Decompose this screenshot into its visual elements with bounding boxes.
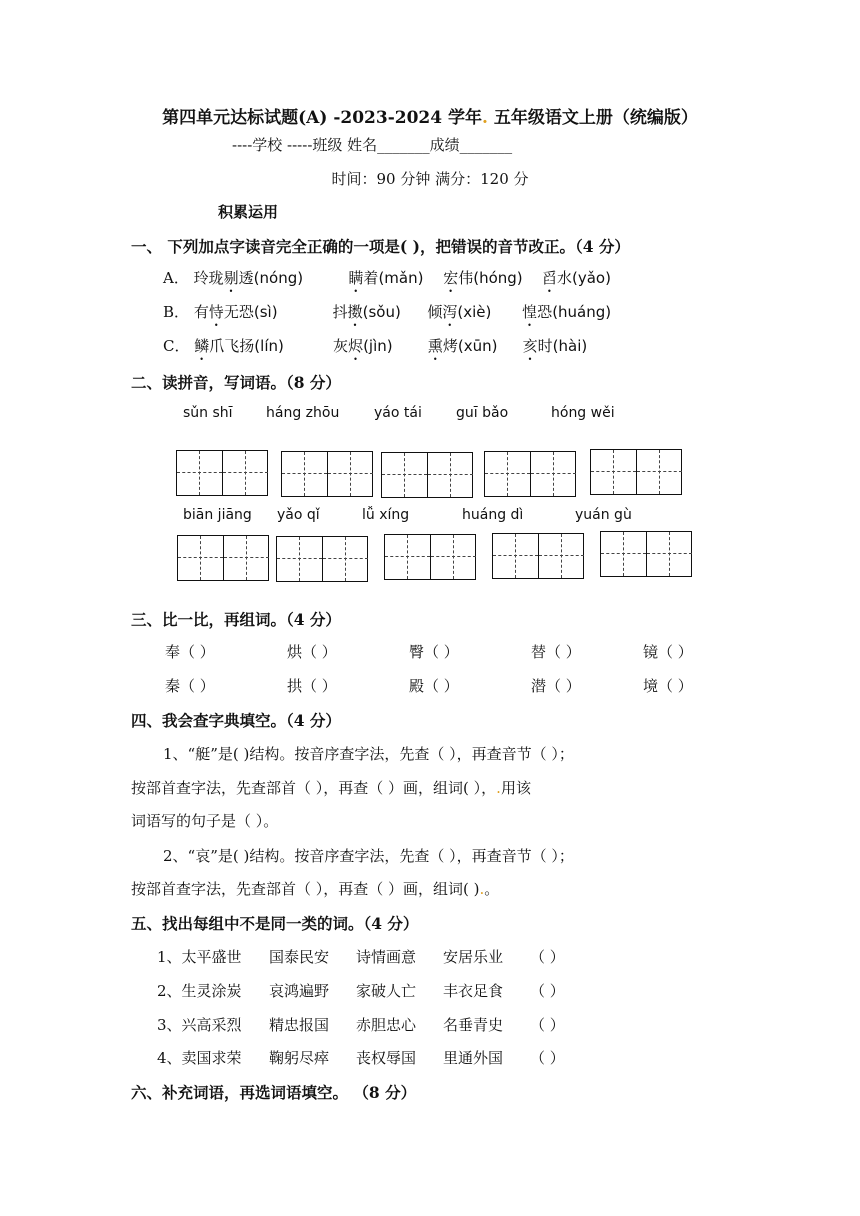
section-4-title: 四、我会查字典填空。（4 分） — [131, 711, 341, 730]
pinyin-4: guī bǎo — [456, 405, 509, 421]
pinyin-10: yuán gù — [575, 507, 632, 523]
writing-box[interactable] — [177, 535, 269, 581]
group-row: 2、生灵涂炭 哀鸿遍野 家破人亡 丰衣足食 （ ） — [157, 982, 565, 1000]
option-b: B． 有恃无恐(sì) 抖擞(sǒu) 倾泻(xiè) 惶恐(huáng) — [163, 303, 612, 321]
student-info: ----学校 -----班级 姓名_______成绩_______ — [232, 136, 513, 154]
compare-item: 潜（ ） — [531, 677, 581, 695]
subsection-title: 积累运用 — [218, 203, 279, 221]
pinyin-9: huáng dì — [462, 507, 524, 523]
pinyin-3: yáo tái — [374, 405, 422, 421]
pinyin-7: yǎo qǐ — [277, 507, 320, 523]
pinyin-6: biān jiāng — [183, 507, 252, 523]
compare-item: 替（ ） — [531, 643, 581, 661]
compare-item: 臀（ ） — [409, 643, 459, 661]
compare-item: 镜（ ） — [643, 643, 693, 661]
writing-box[interactable] — [492, 533, 584, 579]
compare-item: 拱（ ） — [287, 677, 337, 695]
writing-box[interactable] — [176, 450, 268, 496]
compare-item: 境（ ） — [643, 677, 693, 695]
writing-box[interactable] — [281, 451, 373, 497]
writing-box[interactable] — [384, 534, 476, 580]
dictionary-line-5: 按部首查字法，先查部首（ ），再查（ ）画，组词( ).。 — [131, 880, 500, 898]
writing-box[interactable] — [590, 449, 682, 495]
section-2-title: 二、读拼音，写词语。（8 分） — [131, 373, 341, 392]
pinyin-2: háng zhōu — [266, 405, 340, 421]
dictionary-line-2: 按部首查字法，先查部首（ ），再查（ ）画，组词( ），.用该 — [131, 779, 531, 797]
group-row: 3、兴高采烈 精忠报国 赤胆忠心 名垂青史 （ ） — [157, 1016, 565, 1034]
group-row: 4、卖国求荣 鞠躬尽瘁 丧权辱国 里通外国 （ ） — [157, 1049, 565, 1067]
section-6-title: 六、补充词语，再选词语填空。 （8 分） — [131, 1083, 417, 1102]
dictionary-line-3: 词语写的句子是（ ）。 — [131, 812, 279, 830]
writing-box[interactable] — [600, 531, 692, 577]
compare-item: 烘（ ） — [287, 643, 337, 661]
pinyin-8: lǚ xíng — [362, 507, 410, 523]
writing-box[interactable] — [381, 452, 473, 498]
section-5-title: 五、找出每组中不是同一类的词。（4 分） — [131, 914, 419, 933]
pinyin-5: hóng wěi — [551, 405, 615, 421]
option-c: C． 鳞爪飞扬(lín) 灰烬(jìn) 熏烤(xūn) 亥时(hài) — [163, 337, 588, 355]
dictionary-line-4: 2、“哀”是( )结构。按音序查字法，先查（ ），再查音节（ ）； — [163, 847, 574, 865]
option-a: A． 玲珑剔透(nóng) 瞒着(mǎn) 宏伟(hóng) 舀水(yǎo) — [163, 269, 611, 287]
exam-time: 时间：90 分钟 满分：120 分 — [331, 170, 529, 188]
compare-item: 殿（ ） — [409, 677, 459, 695]
writing-box[interactable] — [484, 451, 576, 497]
compare-item: 奉（ ） — [165, 643, 215, 661]
writing-box[interactable] — [276, 536, 368, 582]
section-3-title: 三、比一比，再组词。（4 分） — [131, 610, 341, 629]
exam-title: 第四单元达标试题(A) -2023-2024 学年. 五年级语文上册（统编版） — [162, 108, 698, 128]
section-1-title: 一、 下列加点字读音完全正确的一项是( )，把错误的音节改正。（4 分） — [131, 237, 630, 256]
pinyin-1: sǔn shī — [183, 405, 233, 421]
compare-item: 秦（ ） — [165, 677, 215, 695]
group-row: 1、太平盛世 国泰民安 诗情画意 安居乐业 （ ） — [157, 948, 565, 966]
dictionary-line-1: 1、“艇”是( )结构。按音序查字法，先查（ ），再查音节（ ）； — [163, 745, 574, 763]
